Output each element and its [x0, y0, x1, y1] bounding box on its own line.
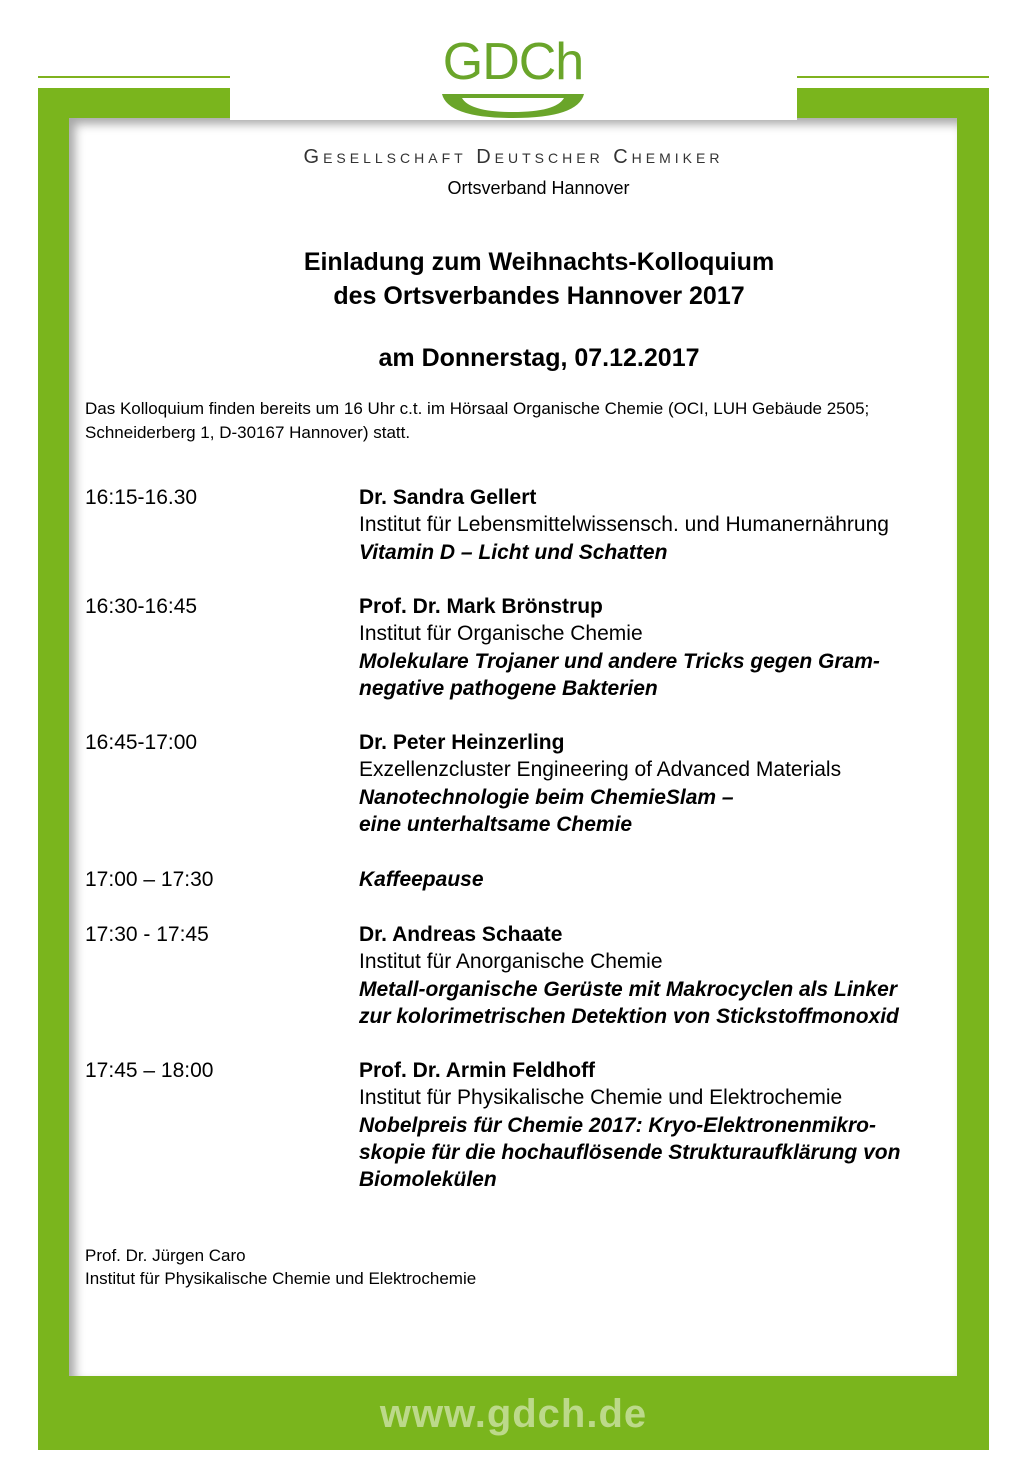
date-line: am Donnerstag, 07.12.2017 — [378, 344, 700, 372]
program-time: 17:30 - 17:45 — [85, 923, 209, 946]
title-line-1: Einladung zum Weihnachts-Kolloquium — [303, 248, 775, 276]
speaker-name: Dr. Andreas Schaate — [359, 923, 563, 946]
logo-text: GDCh — [442, 33, 584, 91]
title-line-2: des Ortsverbandes Hannover 2017 — [333, 282, 745, 310]
speaker-name: Dr. Sandra Gellert — [359, 486, 537, 509]
signature-name: Prof. Dr. Jürgen Caro — [85, 1246, 246, 1265]
program-time: 16:15-16.30 — [85, 486, 198, 509]
talk-title: Vitamin D – Licht und Schatten — [359, 540, 668, 564]
intro-line: Das Kolloquium finden bereits um 16 Uhr c.t. im Hörsaal Organische Chemie (OCI, LUH Gebäude 2505; — [85, 399, 870, 418]
talk-title: Molekulare Trojaner und andere Tricks gegen Gram- — [359, 649, 880, 673]
gdch-logo — [428, 34, 598, 124]
program-time: 17:00 – 17:30 — [85, 868, 214, 891]
signature — [85, 1244, 476, 1290]
speaker-institute: Institut für Anorganische Chemie — [359, 950, 663, 974]
speaker-institute: Institut für Organische Chemie — [359, 622, 643, 646]
talk-title: Biomolekülen — [359, 1168, 497, 1192]
program-entry — [359, 729, 959, 838]
talk-title: Nobelpreis für Chemie 2017: Kryo-Elektronenmikro- — [359, 1113, 876, 1137]
program-entry — [359, 593, 959, 702]
intro-line: Schneiderberg 1, D-30167 Hannover) statt. — [85, 423, 411, 442]
program-time: 16:45-17:00 — [85, 731, 198, 754]
speaker-name: Dr. Peter Heinzerling — [359, 731, 565, 754]
website-url[interactable]: www.gdch.de — [379, 1392, 648, 1436]
program-entry — [359, 866, 959, 893]
talk-title: skopie für die hochauflösende Strukturaufklärung von — [359, 1140, 901, 1164]
logo-swoosh-icon — [428, 34, 598, 124]
talk-title: Metall-organische Gerüste mit Makrocyclen als Linker — [359, 977, 898, 1001]
intro-text — [85, 397, 965, 445]
program-time: 16:30-16:45 — [85, 595, 198, 618]
talk-title: Kaffeepause — [359, 868, 484, 891]
speaker-name: Prof. Dr. Mark Brönstrup — [359, 595, 603, 618]
header-line-right — [797, 76, 989, 78]
branch-name: Ortsverband Hannover — [447, 178, 630, 198]
speaker-name: Prof. Dr. Armin Feldhoff — [359, 1059, 596, 1082]
header-line-left — [38, 76, 230, 78]
program-time: 17:45 – 18:00 — [85, 1059, 214, 1082]
speaker-institute: Exzellenzcluster Engineering of Advanced Materials — [359, 758, 842, 782]
speaker-institute: Institut für Lebensmittelwissensch. und Humanernährung — [359, 513, 889, 537]
signature-institute: Institut für Physikalische Chemie und Elektrochemie — [85, 1269, 477, 1288]
talk-title: negative pathogene Bakterien — [359, 676, 658, 700]
society-name: Gesellschaft Deutscher Chemiker — [303, 146, 724, 168]
talk-title: eine unterhaltsame Chemie — [359, 812, 633, 836]
program-entry — [359, 921, 959, 1030]
talk-title: Nanotechnologie beim ChemieSlam – — [359, 785, 734, 809]
speaker-institute: Institut für Physikalische Chemie und Elektrochemie — [359, 1086, 843, 1110]
talk-title: zur kolorimetrischen Detektion von Stickstoffmonoxid — [359, 1004, 899, 1028]
program-entry — [359, 1057, 959, 1193]
program-entry — [359, 484, 959, 566]
